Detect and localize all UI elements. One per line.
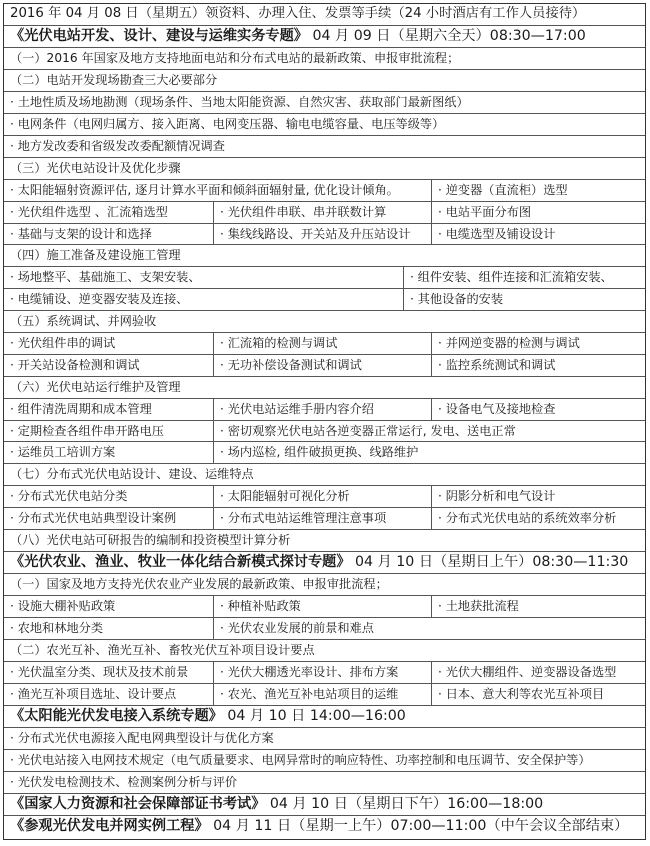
- schedule-table: [3, 3, 646, 840]
- section-heading-row: [4, 530, 645, 552]
- list-item: · 组件安装、组件连接和汇流箱安装、: [410, 270, 613, 285]
- topic-title: [4, 816, 645, 839]
- section-heading-row: [4, 377, 645, 399]
- item-row: [4, 355, 645, 377]
- item-row: [4, 92, 645, 114]
- list-item: · 组件清洗周期和成本管理: [4, 399, 214, 420]
- item-row: [4, 267, 645, 289]
- item-row: [4, 728, 645, 750]
- section-heading: （一）2016 年国家及地方支持地面电站和分布式电站的最新政策、申报审批流程；: [10, 51, 460, 66]
- topic-name: 《光伏电站开发、设计、建设与运维实务专题》: [10, 27, 308, 44]
- list-item: · 监控系统测试和调试: [438, 357, 556, 372]
- section-heading-row: [4, 245, 645, 267]
- list-item: · 光伏电站运维手册内容介绍: [214, 399, 432, 420]
- item-row: [4, 224, 645, 246]
- list-item: · 光伏发电检测技术、检测案例分析与评价: [10, 775, 238, 789]
- topic-schedule: 04 月 10 日（星期日上午）08:30—11:30: [350, 553, 629, 570]
- topic-name: 《光伏农业、渔业、牧业一体化结合新模式探讨专题》: [10, 553, 351, 570]
- list-item: · 分布式光伏电站分类: [4, 486, 214, 507]
- registration-info: 2016 年 04 月 08 日（星期五）领资料、办理入住、发票等手续（24 小时酒店有工作人员接待）: [10, 6, 586, 21]
- list-item: · 分布式光伏电站典型设计案例: [4, 508, 214, 529]
- item-row: [4, 486, 645, 508]
- item-row: [4, 114, 645, 136]
- list-item: · 逆变器（直流柜）选型: [438, 182, 568, 197]
- topic-name: 《太阳能光伏发电接入系统专题》: [10, 707, 223, 724]
- item-row: [4, 442, 645, 464]
- list-item: · 光伏大棚透光率设计、排布方案: [214, 662, 432, 683]
- item-row: [4, 772, 645, 794]
- list-item: · 土地性质及场地勘测（现场条件、当地太阳能资源、自然灾害、获取部门最新图纸）: [10, 95, 469, 110]
- list-item: · 渔光互补项目选址、设计要点: [4, 684, 214, 705]
- topic-schedule: 04 月 10 日 14:00—16:00: [222, 707, 406, 724]
- section-heading-row: [4, 574, 645, 596]
- list-item: · 农光、渔光互补电站项目的运维: [214, 684, 432, 705]
- item-row: [4, 596, 645, 618]
- item-row: [4, 508, 645, 530]
- topic-schedule: 04 月 10 日（星期日下午）16:00—18:00: [265, 795, 544, 812]
- section-heading-row: [4, 70, 645, 92]
- section-heading: （二）电站开发现场勘查三大必要部分: [10, 73, 218, 88]
- list-item: · 电缆铺设、逆变器安装及连接、: [4, 289, 404, 310]
- item-row: [4, 750, 645, 772]
- list-item: · 集线线路设、开关站及升压站设计: [214, 224, 432, 245]
- section-heading-row: [4, 311, 645, 333]
- topic-title: [4, 794, 645, 816]
- list-item: · 电网条件（电网归属方、接入距离、电网变压器、输电电缆容量、电压等级等）: [10, 117, 445, 132]
- section-heading-row: [4, 640, 645, 662]
- list-item: · 种植补贴政策: [214, 596, 432, 617]
- list-item: · 汇流箱的检测与调试: [214, 333, 432, 354]
- section-heading-row: [4, 158, 645, 180]
- section-heading: （三）光伏电站设计及优化步骤: [10, 160, 181, 175]
- item-row: [4, 289, 645, 311]
- item-row: [4, 180, 645, 202]
- list-item: · 光伏组件选型 、汇流箱选型: [4, 202, 214, 223]
- item-row: [4, 202, 645, 224]
- list-item: · 光伏组件串的调试: [4, 333, 214, 354]
- topic-title: [4, 706, 645, 728]
- section-heading-row: [4, 48, 645, 70]
- list-item: · 电缆选型及铺设设计: [438, 226, 556, 241]
- list-item: · 日本、意大利等农光互补项目: [438, 686, 605, 701]
- list-item: · 光伏电站接入电网技术规定（电气质量要求、电网异常时的响应特性、功率控制和电压调节、安全保护等）: [10, 753, 591, 768]
- list-item: · 定期检查各组件串开路电压: [4, 421, 214, 442]
- list-item: · 光伏温室分类、现状及技术前景: [4, 662, 214, 683]
- list-item: · 太阳能辐射资源评估, 逐月计算水平面和倾斜面辐射量, 优化设计倾角。: [4, 180, 432, 201]
- section-heading: （一）国家及地方支持光伏农业产业发展的最新政策、申报审批流程；: [10, 577, 388, 592]
- section-heading: （八）光伏电站可研报告的编制和投资模型计算分析: [10, 532, 291, 547]
- item-row: [4, 136, 645, 158]
- list-item: · 密切观察光伏电站各逆变器正常运行, 发电、送电正常: [220, 423, 516, 438]
- list-item: · 设备电气及接地检查: [438, 401, 556, 416]
- list-item: · 光伏组件串联、串并联数计算: [214, 202, 432, 223]
- topic-title-row: [4, 794, 645, 817]
- list-item: · 太阳能辐射可视化分析: [214, 486, 432, 507]
- list-item: · 分布式电站运维管理注意事项: [214, 508, 432, 529]
- section-heading: （五）系统调试、并网验收: [10, 314, 157, 329]
- item-row: [4, 399, 645, 421]
- list-item: · 分布式光伏电站的系统效率分析: [438, 511, 617, 526]
- topic-schedule: 04 月 11 日（星期一上午）07:00—11:00（中午会议全部结束）: [208, 818, 629, 835]
- topic-title-row: [4, 26, 645, 49]
- section-heading: （二）农光互补、渔光互补、畜牧光伏互补项目设计要点: [10, 643, 315, 658]
- section-heading: （七）分布式光伏电站设计、建设、运维特点: [10, 467, 254, 482]
- list-item: · 基础与支架的设计和选择: [4, 224, 214, 245]
- list-item: · 光伏大棚组件、逆变器设备选型: [438, 664, 617, 679]
- topic-title-row: [4, 552, 645, 575]
- topic-title: [4, 26, 645, 48]
- list-item: · 土地获批流程: [438, 599, 519, 614]
- topic-title: [4, 552, 645, 574]
- info-row: [4, 4, 645, 26]
- list-item: · 分布式光伏电源接入配电网典型设计与优化方案: [10, 731, 274, 746]
- topic-schedule: 04 月 09 日（星期六全天）08:30—17:00: [307, 27, 586, 44]
- item-row: [4, 684, 645, 706]
- list-item: · 开关站设备检测和调试: [4, 355, 214, 376]
- item-row: [4, 618, 645, 640]
- list-item: · 场内巡检, 组件破损更换、线路维护: [220, 445, 419, 460]
- topic-title-row: [4, 816, 645, 839]
- list-item: · 电站平面分布图: [438, 204, 532, 219]
- topic-title-row: [4, 706, 645, 729]
- list-item: · 运维员工培训方案: [4, 442, 214, 463]
- item-row: [4, 333, 645, 355]
- section-heading: （四）施工准备及建设施工管理: [10, 248, 181, 263]
- list-item: · 光伏农业发展的前景和难点: [220, 621, 374, 636]
- section-heading-row: [4, 464, 645, 486]
- item-row: [4, 662, 645, 684]
- list-item: · 无功补偿设备测试和调试: [214, 355, 432, 376]
- list-item: · 并网逆变器的检测与调试: [438, 335, 580, 350]
- list-item: · 阴影分析和电气设计: [438, 489, 556, 504]
- list-item: · 其他设备的安装: [410, 292, 504, 307]
- item-row: [4, 421, 645, 443]
- list-item: · 农地和林地分类: [4, 618, 214, 639]
- list-item: · 设施大棚补贴政策: [4, 596, 214, 617]
- section-heading: （六）光伏电站运行维护及管理: [10, 379, 181, 394]
- topic-name: 《国家人力资源和社会保障部证书考试》: [10, 795, 266, 812]
- list-item: · 地方发改委和省级发改委配额情况调查: [10, 138, 225, 153]
- list-item: · 场地整平、基础施工、支架安装、: [4, 267, 404, 288]
- topic-name: 《参观光伏发电并网实例工程》: [10, 818, 209, 835]
